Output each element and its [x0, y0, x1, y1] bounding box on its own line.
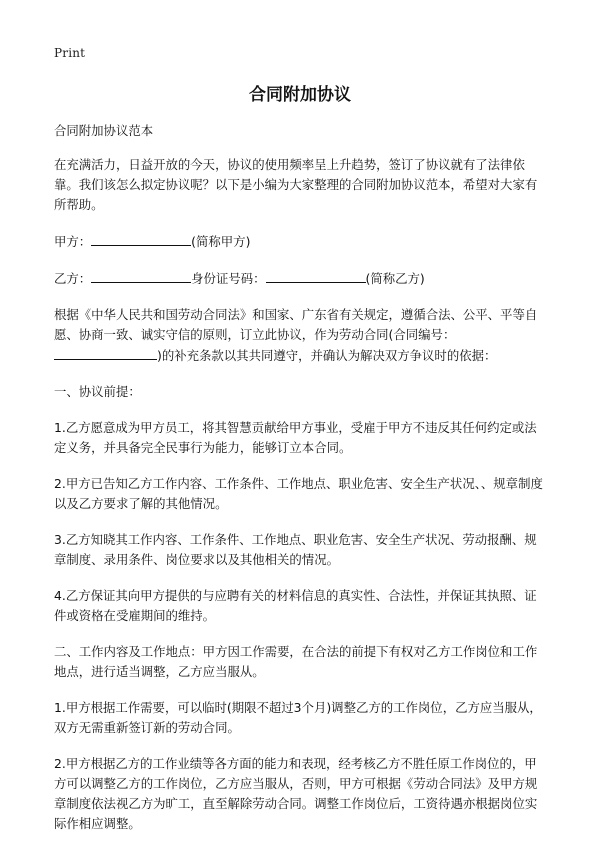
intro-paragraph: 在充满活力，日益开放的今天，协议的使用频率呈上升趋势，签订了协议就有了法律依靠。我们该怎么拟定协议呢？以下是小编为大家整理的合同附加协议范本，希望对大家有所帮助。: [54, 157, 538, 212]
party-b-suffix: (简称乙方): [365, 271, 425, 286]
basis-text: 根据《中华人民共和国劳动合同法》和国家、广东省有关规定，遵循合法、公平、平等自愿、协商一致、诚实守信的原则，订立此协议，作为劳动合同(合同编号：: [54, 307, 538, 342]
section1-item-2: 2.甲方已告知乙方工作内容、工作条件、工作地点、职业危害、安全生产状况、、规章制度以及乙方要求了解的其他情况。: [54, 476, 543, 511]
page-title: 合同附加协议: [249, 85, 351, 105]
id-number-label: 身份证号码：: [191, 271, 266, 286]
basis-suffix: )的补充条款以其共同遵守，并确认为解决双方争议时的依据：: [157, 348, 497, 363]
contract-number-blank: [54, 345, 157, 360]
document-subtitle: 合同附加协议范本: [54, 123, 154, 138]
party-a-suffix: (简称甲方): [191, 234, 251, 249]
section2-paragraph: 二、工作内容及工作地点：甲方因工作需要，在合法的前提下有权对乙方工作岗位和工作地点，进行适当调整，乙方应当服从。: [54, 644, 538, 679]
section1-item-3: 3.乙方知晓其工作内容、工作条件、工作地点、职业危害、安全生产状况、劳动报酬、规章制度、录用条件、岗位要求以及其他相关的情况。: [54, 532, 537, 567]
party-a-line: [54, 231, 549, 252]
section2-item-2: 2.甲方根据乙方的工作业绩等各方面的能力和表现，经考核乙方不胜任原工作岗位的，甲方可以调整乙方的工作岗位，乙方应当服从，否则，甲方可根据《劳动合同法》及甲方规章制度依法视乙方为旷工，直至解除劳动合同。调整工作岗位后，工资待遇亦根据岗位实际作相应调整。: [54, 756, 538, 831]
section1-item-1: 1.乙方愿意成为甲方员工，将其智慧贡献给甲方事业，受雇于甲方不违反其任何约定或法定义务，并具备完全民事行为能力，能够订立本合同。: [54, 420, 537, 455]
party-b-label: 乙方：: [54, 271, 92, 286]
print-link[interactable]: Print: [54, 46, 86, 60]
party-b-blank: [91, 268, 191, 283]
id-number-blank: [266, 268, 366, 283]
party-b-line: [54, 268, 549, 289]
party-a-blank: [91, 231, 191, 246]
section2-item-1: 1.甲方根据工作需要，可以临时(期限不超过3个月)调整乙方的工作岗位，乙方应当服从，双方无需重新签订新的劳动合同。: [54, 700, 542, 735]
document-body: [54, 121, 549, 850]
section1-heading: 一、协议前提：: [54, 384, 141, 399]
basis-paragraph: [54, 305, 549, 366]
section1-item-4: 4.乙方保证其向甲方提供的与应聘有关的材料信息的真实性、合法性，并保证其执照、证件或资格在受雇期间的维持。: [54, 588, 537, 623]
party-a-label: 甲方：: [54, 234, 92, 249]
